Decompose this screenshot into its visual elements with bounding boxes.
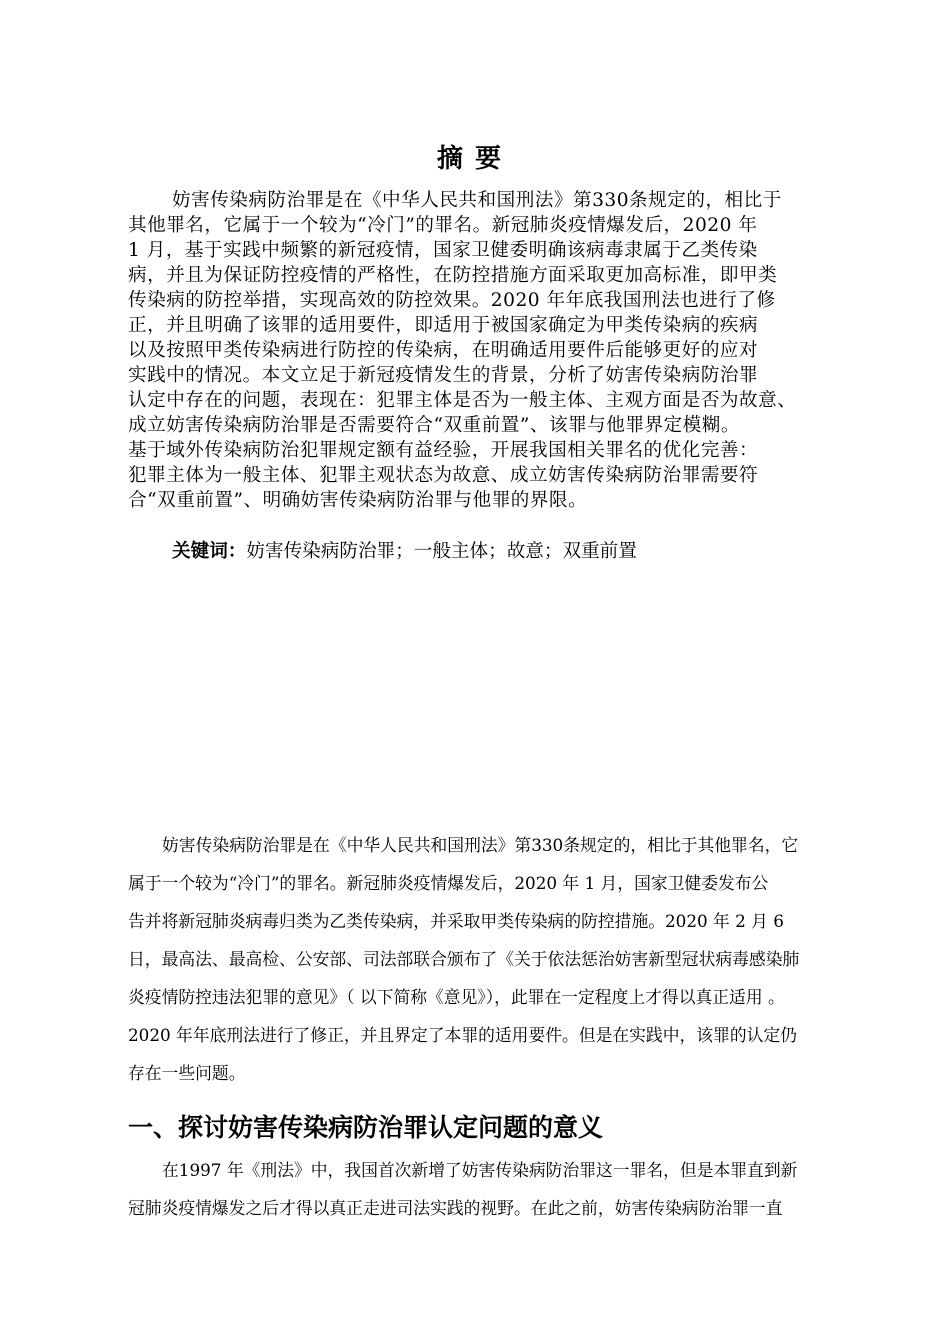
abstract-line: 正，并且明确了该罪的适用要件，即适用于被国家确定为甲类传染病的疾病 (128, 315, 759, 336)
intro-line: 日，最高法、最高检、公安部、司法部联合颁布了《关于依法惩治妨害新型冠状病毒感染肺 (128, 949, 800, 969)
intro-line: 妨害传染病防治罪是在《中华人民共和国刑法》第330条规定的，相比于其他罪名，它 (162, 835, 799, 855)
intro-line: 告并将新冠肺炎病毒归类为乙类传染病，并采取甲类传染病的防控措施。2020 年 2 月 6 (128, 911, 784, 931)
abstract-line: 合“双重前置”、明确妨害传染病防治罪与他罪的界限。 (128, 490, 588, 511)
intro-line: 炎疫情防控违法犯罪的意见》（ 以下简称《意见》），此罪在一定程度上才得以真正适用 。 (128, 987, 785, 1007)
abstract-line: 成立妨害传染病防治罪是否需要符合“双重前置”、该罪与他罪界定模糊。 (128, 415, 740, 436)
keywords-line (172, 537, 637, 563)
section-line: 冠肺炎疫情爆发之后才得以真正走进司法实践的视野。在此之前，妨害传染病防治罪一直 (128, 1198, 783, 1218)
abstract-line: 基于域外传染病防治犯罪规定额有益经验，开展我国相关罪名的优化完善： (128, 440, 759, 461)
keywords-value: 妨害传染病防治罪；一般主体；故意；双重前置 (246, 541, 637, 562)
abstract-line: 实践中的情况。本文立足于新冠疫情发生的背景，分析了妨害传染病防治罪 (128, 365, 759, 386)
keywords-label: 关键词： (172, 541, 247, 562)
intro-line: 2020 年年底刑法进行了修正，并且界定了本罪的适用要件。但是在实践中，该罪的认定仍 (128, 1025, 797, 1045)
abstract-line: 传染病的防控举措，实现高效的防控效果。2020 年年底我国刑法也进行了修 (128, 290, 776, 311)
abstract-line: 1 月，基于实践中频繁的新冠疫情，国家卫健委明确该病毒隶属于乙类传染 (128, 240, 758, 261)
abstract-line: 其他罪名，它属于一个较为“冷门”的罪名。新冠肺炎疫情爆发后，2020 年 (128, 215, 758, 236)
abstract-title: 摘要 (436, 144, 513, 174)
intro-line: 属于一个较为“冷门”的罪名。新冠肺炎疫情爆发后，2020 年 1 月，国家卫健委发布公 (128, 873, 769, 893)
abstract-line: 认定中存在的问题，表现在：犯罪主体是否为一般主体、主观方面是否为故意、 (128, 390, 797, 411)
section-line: 在1997 年《刑法》中，我国首次新增了妨害传染病防治罪这一罪名，但是本罪直到新 (162, 1160, 798, 1180)
abstract-line: 犯罪主体为一般主体、犯罪主观状态为故意、成立妨害传染病防治罪需要符 (128, 465, 759, 486)
intro-line: 存在一些问题。 (128, 1063, 246, 1083)
abstract-line: 以及按照甲类传染病进行防控的传染病，在明确适用要件后能够更好的应对 (128, 340, 759, 361)
abstract-line: 病，并且为保证防控疫情的严格性，在防控措施方面采取更加高标准，即甲类 (128, 265, 778, 286)
section-heading: 一、探讨妨害传染病防治罪认定问题的意义 (128, 1113, 604, 1142)
abstract-line: 妨害传染病防治罪是在《中华人民共和国刑法》第330条规定的，相比于 (172, 190, 782, 211)
